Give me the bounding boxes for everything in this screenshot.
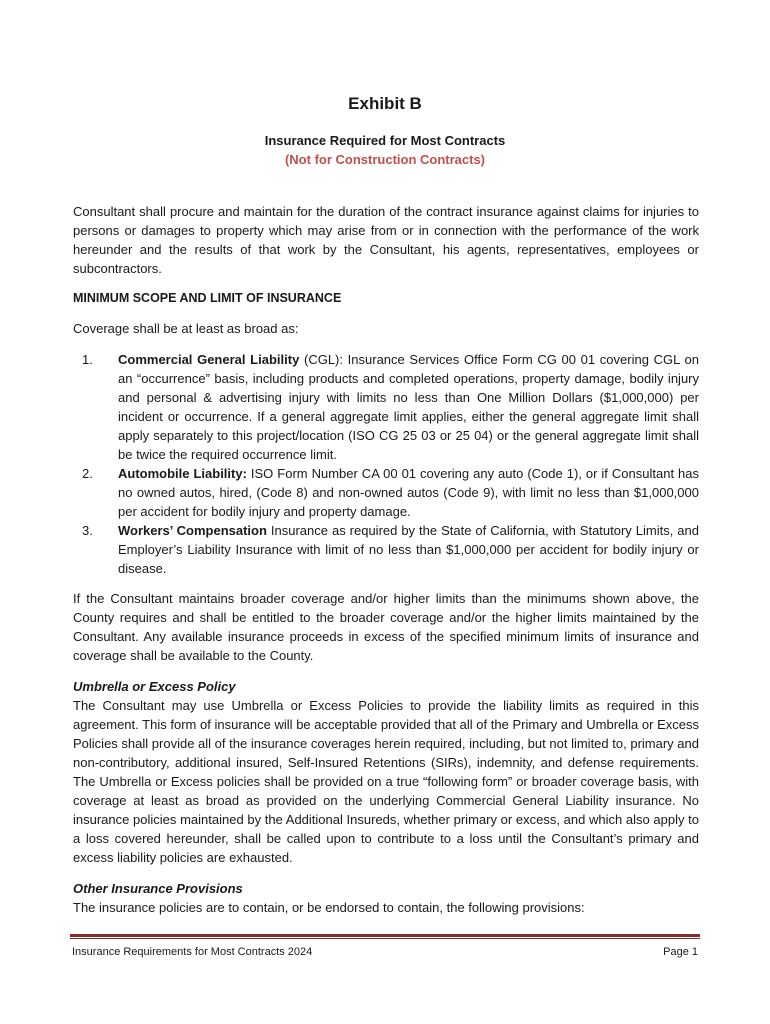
list-item [73, 521, 699, 578]
exhibit-title: Exhibit B [348, 94, 422, 113]
footer-divider-thin [70, 938, 700, 939]
document-body [73, 202, 699, 917]
list-item-text: Insurance as required by the State of California, with Statutory Limits, and Employer’s Liability Insurance with limit of no less than $1,000,000 per accident for bodily injury or disease. [118, 523, 699, 576]
coverage-list [73, 350, 699, 578]
umbrella-heading: Umbrella or Excess Policy [73, 679, 236, 694]
umbrella-paragraph: The Consultant may use Umbrella or Excess Policies to provide the liability limits as required in this agreement. This form of insurance will be acceptable provided that all of the Primary and Umbrella or Excess Policies shall provide all of the insurance coverages herein required, including, but not limited to, primary and non-contributory, additional insured, Self-Insured Retentions (SIRs), indemnity, and defense requirements. The Umbrella or Excess policies shall be provided on a true “following form” or broader coverage basis, with coverage at least as broad as provided on the underlying Commercial General Liability insurance. No insurance policies maintained by the Additional Insureds, whether primary or excess, and which also apply to a loss covered hereunder, shall be called upon to contribute to a loss until the Consultant’s primary and excess liability policies are exhausted. [73, 698, 699, 865]
broader-coverage-paragraph: If the Consultant maintains broader coverage and/or higher limits than the minimums shown above, the County requires and shall be entitled to the broader coverage and/or the higher limits maintained by the Consultant. Any available insurance proceeds in excess of the specified minimum limits of insurance and coverage shall be available to the County. [73, 591, 699, 663]
list-item-title: Commercial General Liability [118, 352, 300, 367]
footer-divider [70, 934, 700, 937]
subtitle-note: (Not for Construction Contracts) [284, 152, 486, 167]
other-provisions-paragraph: The insurance policies are to contain, or be endorsed to contain, the following provisions: [73, 900, 585, 915]
list-number: 3. [82, 523, 93, 538]
coverage-lead-in: Coverage shall be at least as broad as: [73, 321, 299, 336]
minimum-scope-heading: MINIMUM SCOPE AND LIMIT OF INSURANCE [73, 291, 342, 305]
other-provisions-heading: Other Insurance Provisions [73, 881, 243, 896]
list-number: 2. [82, 466, 93, 481]
footer-document-title: Insurance Requirements for Most Contracts 2024 [72, 946, 313, 958]
list-number: 1. [82, 352, 93, 367]
list-item [73, 464, 699, 521]
list-item-title: Automobile Liability: [118, 466, 247, 481]
list-item-text: ISO Form Number CA 00 01 covering any auto (Code 1), or if Consultant has no owned autos, hired, (Code 8) and non-owned autos (Code 9), with limit no less than $1,000,000 per accident for bodily injury and property damage. [118, 466, 699, 519]
list-item-text: (CGL): Insurance Services Office Form CG 00 01 covering CGL on an “occurrence” basis, including products and completed operations, property damage, bodily injury and personal & advertising injury with limits no less than One Million Dollars ($1,000,000) per incident or occurrence. If a general aggregate limit applies, either the general aggregate limit shall apply separately to this project/location (ISO CG 25 03 or 25 04) or the general aggregate limit shall be twice the required occurrence limit. [118, 352, 699, 462]
footer-page-number: Page 1 [663, 946, 698, 958]
list-item [73, 350, 699, 464]
document-subtitle: Insurance Required for Most Contracts [264, 133, 506, 148]
intro-paragraph: Consultant shall procure and maintain for the duration of the contract insurance against claims for injuries to persons or damages to property which may arise from or in connection with the performance of the work hereunder and the results of that work by the Consultant, his agents, representatives, employees or subcontractors. [73, 204, 699, 276]
list-item-title: Workers’ Compensation [118, 523, 267, 538]
